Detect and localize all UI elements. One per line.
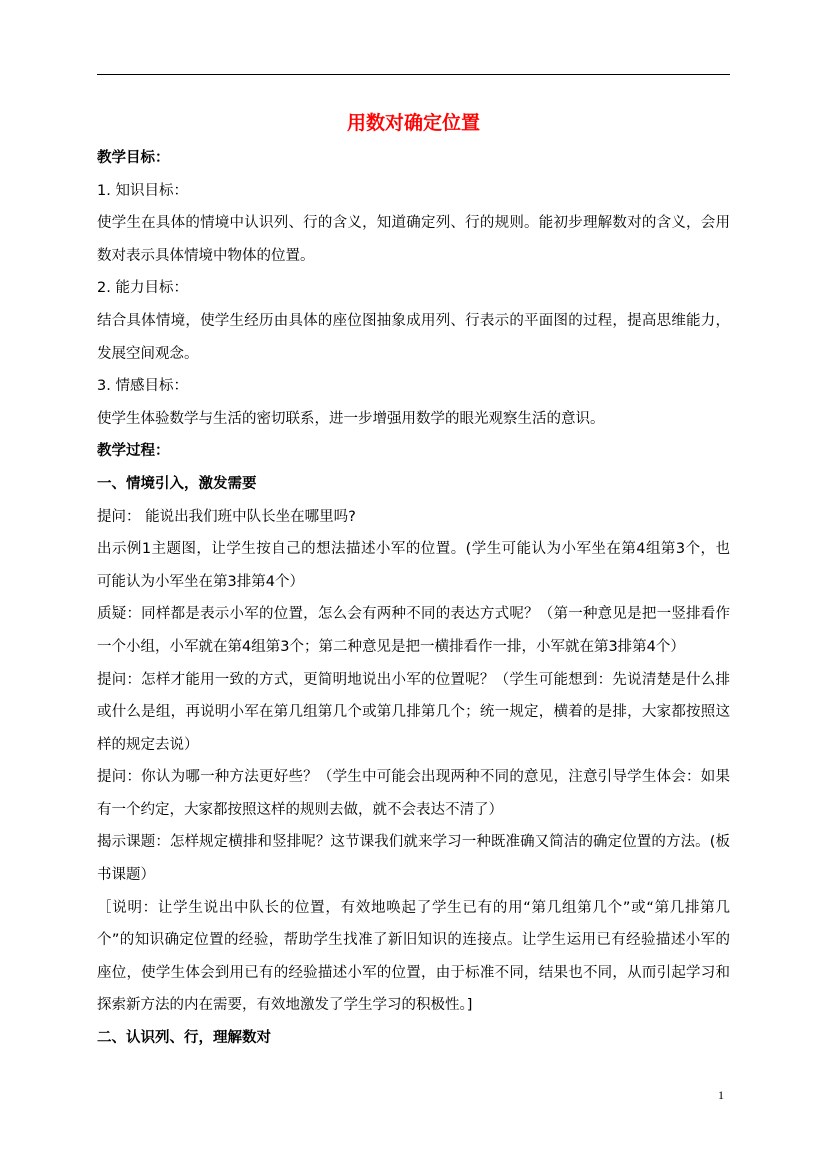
- text-line: 揭示课题：怎样规定横排和竖排呢？这节课我们就来学习一种既准确又简洁的确定位置的方法。(板: [97, 834, 730, 851]
- text-line: 可能认为小军坐在第3排第4个）: [97, 573, 304, 590]
- text-line: 样的规定去说）: [97, 736, 199, 753]
- text-line: 使学生体验数学与生活的密切联系，进一步增强用数学的眼光观察生活的意识。: [97, 410, 605, 427]
- text-line: ［说明：让学生说出中队长的位置，有效地唤起了学生已有的用“第几组第几个”或“第几排第几: [97, 899, 730, 916]
- page-number: 1: [718, 1088, 724, 1102]
- text-line: 一个小组，小军就在第4组第3个；第二种意见是把一横排看作一排，小军就在第3排第4个）: [97, 638, 685, 655]
- document-body: [97, 145, 730, 1058]
- text-line: 出示例1主题图，让学生按自己的想法描述小军的位置。(学生可能认为小军坐在第4组第3个，也: [97, 541, 730, 558]
- header-rule: [97, 74, 730, 75]
- text-line: 书课题）: [97, 867, 155, 884]
- section-heading: 一、情境引入，激发需要: [97, 475, 257, 492]
- text-line: 质疑：同样都是表示小军的位置，怎么会有两种不同的表达方式呢？（第一种意见是把一竖排看作: [97, 606, 730, 623]
- text-line: 探索新方法的内在需要，有效地激发了学生学习的积极性。]: [97, 997, 473, 1014]
- text-line: 2. 能力目标：: [97, 280, 188, 297]
- text-line: 提问：你认为哪一种方法更好些？（学生中可能会出现两种不同的意见，注意引导学生体会：如果: [97, 769, 730, 786]
- text-line: 个”的知识确定位置的经验，帮助学生找准了新旧知识的连接点。让学生运用已有经验描述小军的: [97, 932, 730, 949]
- text-line: 座位，使学生体会到用已有的经验描述小军的位置，由于标准不同，结果也不同，从而引起学习和: [97, 964, 730, 981]
- text-line: 结合具体情境，使学生经历由具体的座位图抽象成用列、行表示的平面图的过程，提高思维能力，: [97, 312, 730, 329]
- text-line: 发展空间观念。: [97, 345, 199, 362]
- text-line: 3. 情感目标：: [97, 378, 188, 395]
- text-line: 有一个约定，大家都按照这样的规则去做，就不会表达不清了）: [97, 801, 503, 818]
- text-line: 1. 知识目标：: [97, 182, 188, 199]
- section-heading: 教学过程：: [97, 443, 170, 460]
- text-line: 使学生在具体的情境中认识列、行的含义，知道确定列、行的规则。能初步理解数对的含义，会用: [97, 215, 730, 232]
- section-heading: 教学目标：: [97, 150, 170, 166]
- text-line: 提问： 能说出我们班中队长坐在哪里吗?: [97, 508, 356, 525]
- text-line: 数对表示具体情境中物体的位置。: [97, 247, 315, 264]
- document-title: 用数对确定位置: [346, 112, 480, 134]
- text-line: 提问：怎样才能用一致的方式，更简明地说出小军的位置呢？（学生可能想到：先说清楚是什么排: [97, 671, 730, 688]
- section-heading: 二、认识列、行，理解数对: [97, 1030, 271, 1047]
- text-line: 或什么是组，再说明小军在第几组第几个或第几排第几个；统一规定，横着的是排，大家都按照这: [97, 704, 730, 721]
